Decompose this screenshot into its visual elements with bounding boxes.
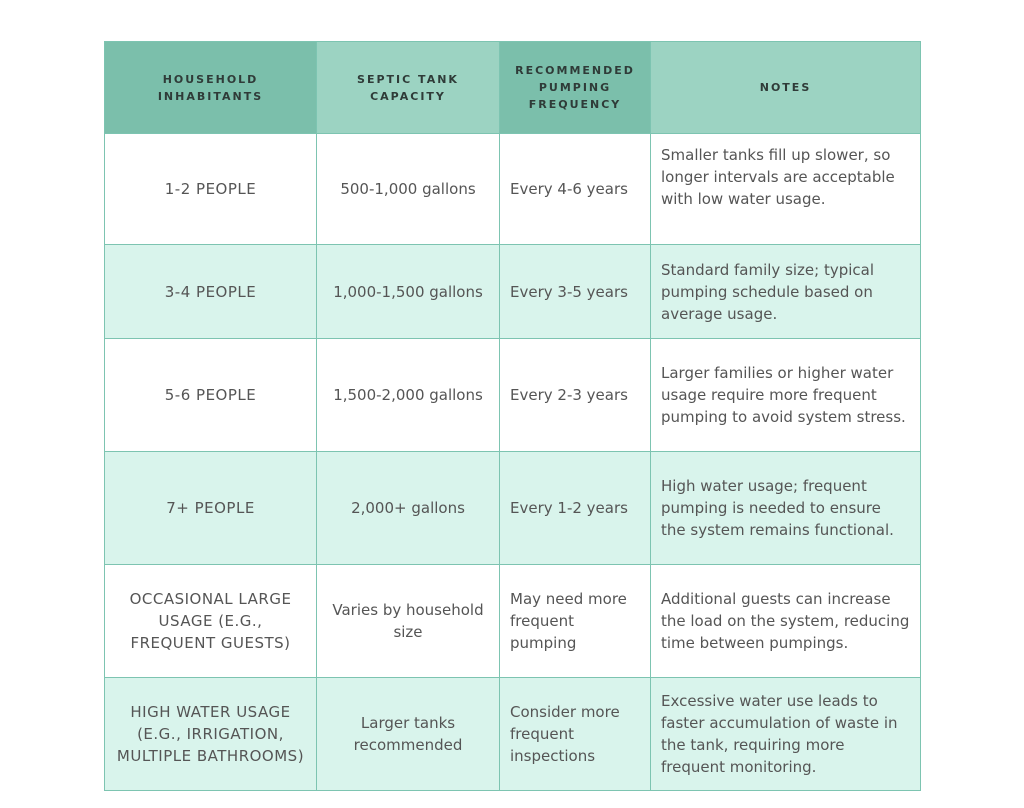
cell-notes: Standard family size; typical pumping schedule based on average usage.: [651, 245, 921, 339]
cell-capacity: Varies by household size: [317, 565, 500, 678]
header-capacity: SEPTIC TANK CAPACITY: [317, 42, 500, 134]
cell-frequency: Every 1-2 years: [500, 452, 651, 565]
septic-pumping-table: [104, 41, 921, 791]
header-notes: NOTES: [651, 42, 921, 134]
cell-frequency: Every 3-5 years: [500, 245, 651, 339]
cell-notes: Excessive water use leads to faster accumulation of waste in the tank, requiring more frequent monitoring.: [651, 678, 921, 791]
cell-inhabitants: 1-2 PEOPLE: [105, 134, 317, 245]
cell-frequency: Every 4-6 years: [500, 134, 651, 245]
table-row: [105, 452, 921, 565]
cell-capacity: 500-1,000 gallons: [317, 134, 500, 245]
cell-capacity: 1,500-2,000 gallons: [317, 339, 500, 452]
cell-frequency: Every 2-3 years: [500, 339, 651, 452]
table-row: [105, 134, 921, 245]
cell-notes: Smaller tanks fill up slower, so longer intervals are acceptable with low water usage.: [651, 134, 921, 245]
cell-notes: High water usage; frequent pumping is needed to ensure the system remains functional.: [651, 452, 921, 565]
cell-inhabitants: 5-6 PEOPLE: [105, 339, 317, 452]
table-row: [105, 565, 921, 678]
cell-notes: Additional guests can increase the load on the system, reducing time between pumpings.: [651, 565, 921, 678]
table-row: [105, 245, 921, 339]
table-row: [105, 678, 921, 791]
header-inhabitants: HOUSEHOLD INHABITANTS: [105, 42, 317, 134]
table-header-row: [105, 42, 921, 134]
header-frequency: RECOMMENDED PUMPING FREQUENCY: [500, 42, 651, 134]
cell-inhabitants: HIGH WATER USAGE (E.G., IRRIGATION, MULTIPLE BATHROOMS): [105, 678, 317, 791]
cell-capacity: 1,000-1,500 gallons: [317, 245, 500, 339]
cell-capacity: 2,000+ gallons: [317, 452, 500, 565]
cell-inhabitants: OCCASIONAL LARGE USAGE (E.G., FREQUENT GUESTS): [105, 565, 317, 678]
cell-frequency: May need more frequent pumping: [500, 565, 651, 678]
cell-inhabitants: 7+ PEOPLE: [105, 452, 317, 565]
cell-inhabitants: 3-4 PEOPLE: [105, 245, 317, 339]
cell-capacity: Larger tanks recommended: [317, 678, 500, 791]
cell-notes: Larger families or higher water usage require more frequent pumping to avoid system stress.: [651, 339, 921, 452]
table-row: [105, 339, 921, 452]
cell-frequency: Consider more frequent inspections: [500, 678, 651, 791]
